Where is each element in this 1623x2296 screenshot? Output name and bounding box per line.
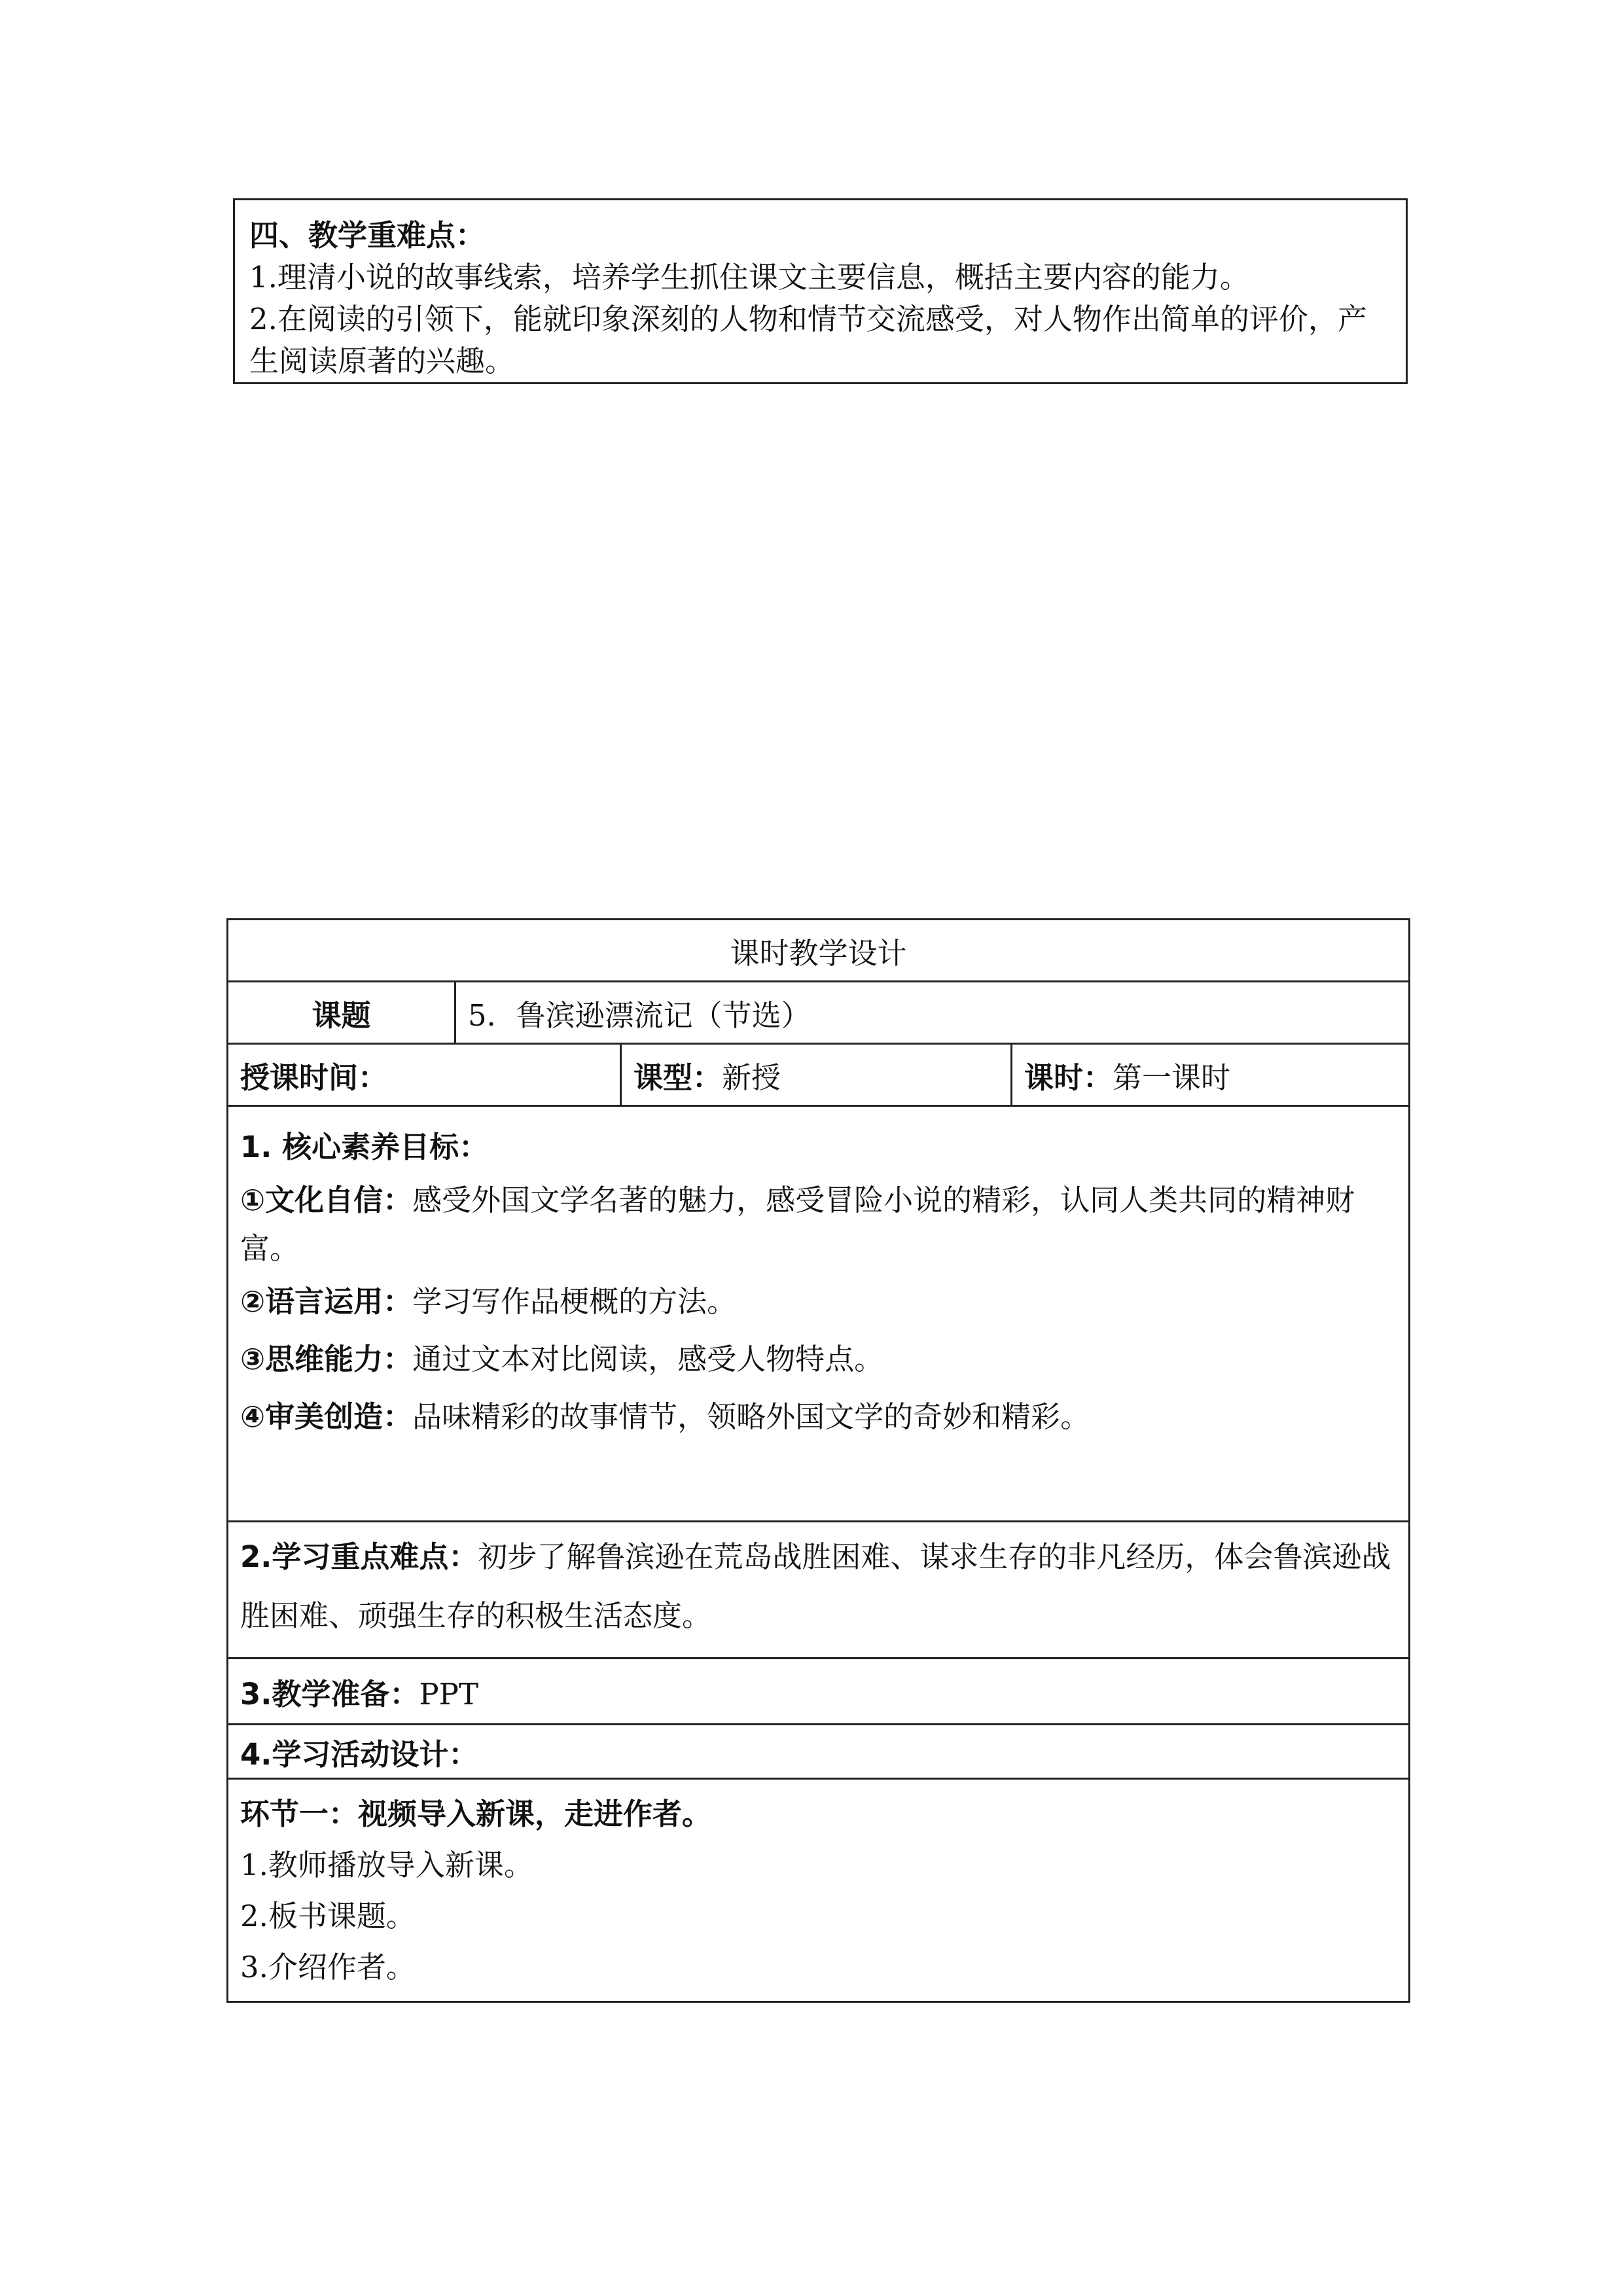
activity-step-title: 环节一：视频导入新课，走进作者。	[240, 1797, 712, 1831]
meta-row	[228, 1044, 1410, 1106]
activity-item-3: 3.介绍作者。	[240, 1950, 416, 1984]
topic-row	[228, 982, 1410, 1044]
table-title: 课时教学设计	[228, 920, 1410, 982]
type-label: 课型：	[633, 1060, 722, 1095]
key-points-text: 2.学习重点难点：初步了解鲁滨逊在荒岛战胜困难、谋求生存的非凡经历，体会鲁滨逊战胜困难、顽强生存的积极生活态度。	[240, 1539, 1391, 1633]
type-value: 新授	[722, 1060, 781, 1095]
teaching-difficulties-box	[233, 198, 1408, 384]
goals-cell	[228, 1106, 1410, 1522]
activity-heading-row	[228, 1725, 1410, 1779]
goal-item-2: ②语言运用：学习写作品梗概的方法。	[240, 1284, 737, 1319]
prep-cell	[228, 1659, 1410, 1725]
difficulty-item-1: 1.理清小说的故事线索，培养学生抓住课文主要信息，概括主要内容的能力。	[249, 260, 1249, 295]
key-points-cell	[228, 1522, 1410, 1659]
goal-item-1: ①文化自信：感受外国文学名著的魅力，感受冒险小说的精彩，认同人类共同的精神财富。	[240, 1183, 1355, 1266]
activity-item-1: 1.教师播放导入新课。	[240, 1848, 533, 1882]
type-cell	[621, 1044, 1012, 1106]
difficulty-item-2: 2.在阅读的引领下，能就印象深刻的人物和情节交流感受，对人物作出简单的评价，产生阅读原著的兴趣。	[249, 302, 1367, 378]
activity-cell	[228, 1779, 1410, 2002]
period-value: 第一课时	[1113, 1060, 1231, 1095]
table-title-row	[228, 920, 1410, 982]
key-points-row	[228, 1522, 1410, 1659]
goal-item-4: ④审美创造：品味精彩的故事情节，领略外国文学的奇妙和精彩。	[240, 1399, 1090, 1434]
topic-value: 5．鲁滨逊漂流记（节选）	[455, 982, 1410, 1044]
topic-label: 课题	[228, 982, 455, 1044]
goal-item-3: ③思维能力：通过文本对比阅读，感受人物特点。	[240, 1342, 884, 1376]
time-label: 授课时间：	[228, 1044, 621, 1106]
prep-row	[228, 1659, 1410, 1725]
goals-heading: 1. 核心素养目标：	[240, 1130, 489, 1164]
goals-row	[228, 1106, 1410, 1522]
lesson-design-table	[226, 918, 1410, 2003]
activity-item-2: 2.板书课题。	[240, 1899, 416, 1933]
prep-value: PPT	[419, 1676, 478, 1712]
activity-heading: 4.学习活动设计：	[228, 1725, 1410, 1779]
period-cell	[1012, 1044, 1410, 1106]
activity-row	[228, 1779, 1410, 2002]
prep-label: 3.教学准备：	[240, 1676, 419, 1712]
period-label: 课时：	[1024, 1060, 1113, 1095]
difficulties-heading: 四、教学重难点：	[249, 218, 486, 253]
